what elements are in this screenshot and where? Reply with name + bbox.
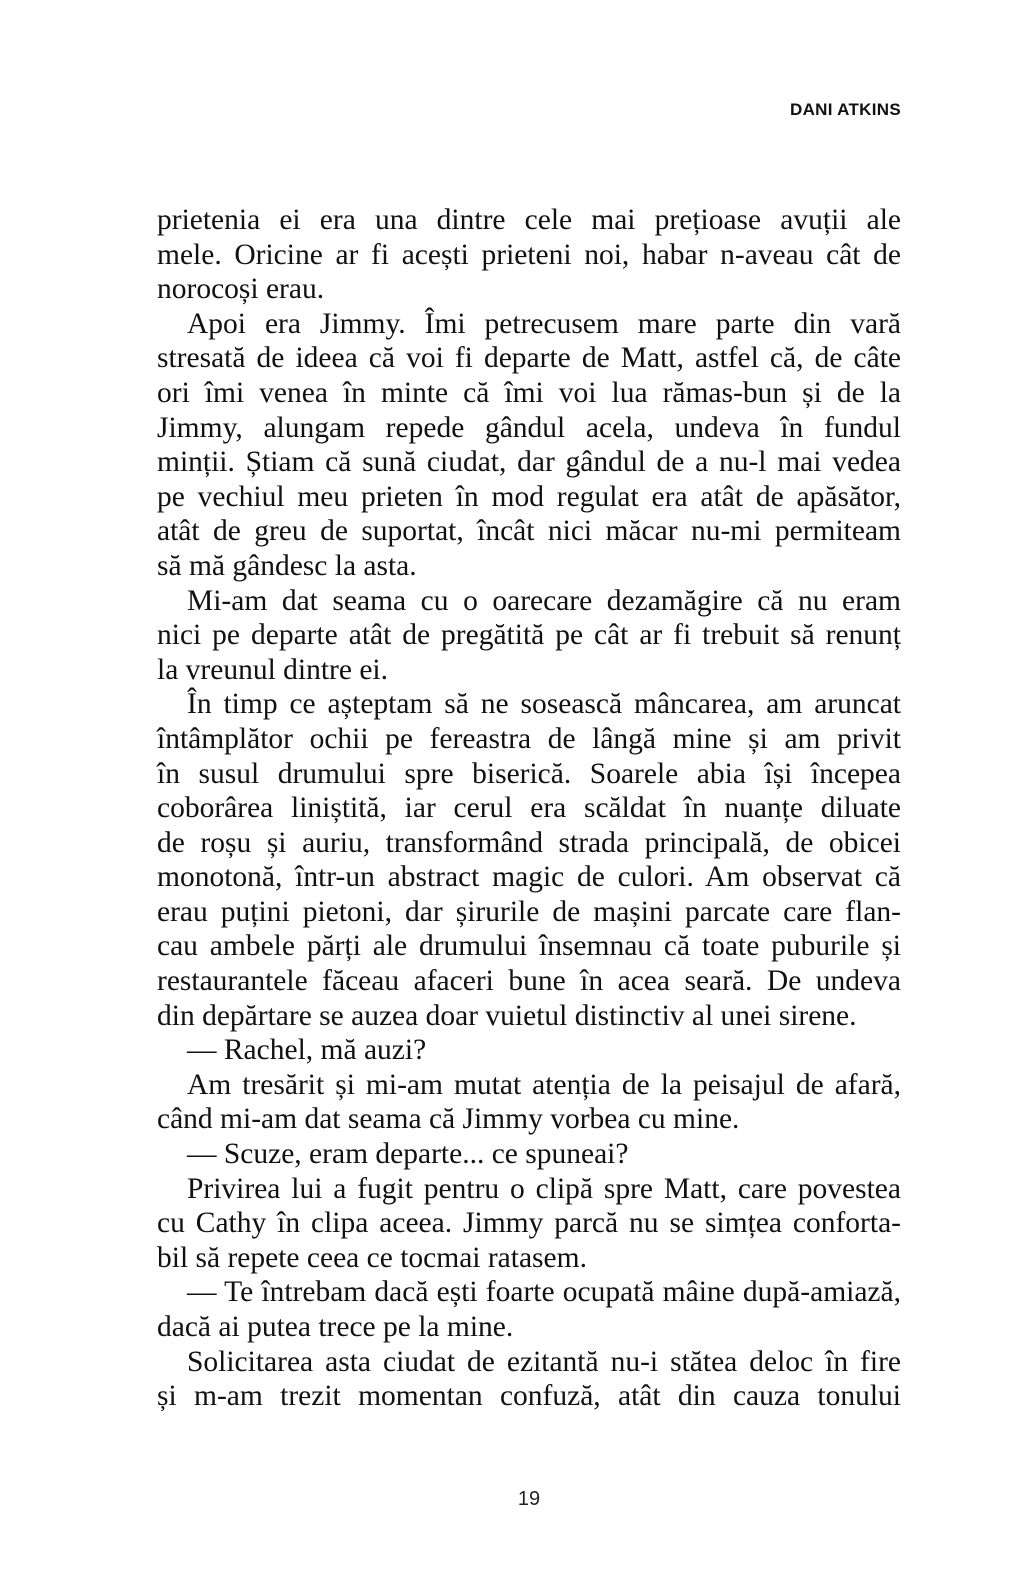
text-line: minții. Știam că sună ciudat, dar gândul de a nu-l mai vedea xyxy=(157,446,901,479)
text-line: — Rachel, mă auzi? xyxy=(187,1034,427,1067)
text-line: prietenia ei era una dintre cele mai prețioase avuții ale xyxy=(157,204,901,236)
text-line: cau ambele părți ale drumului însemnau că toate puburile și xyxy=(157,930,901,963)
text-line: În timp ce așteptam să ne sosească mâncarea, am aruncat xyxy=(187,688,901,721)
paragraph xyxy=(157,1137,901,1172)
text-line: Jimmy, alungam repede gândul acela, undeva în fundul xyxy=(157,411,901,444)
text-line: Apoi era Jimmy. Îmi petrecusem mare parte din vară xyxy=(187,307,901,340)
text-line: bil să repete ceea ce tocmai ratasem. xyxy=(157,1241,587,1274)
text-line: Solicitarea asta ciudat de ezitantă nu-i stătea deloc în fire xyxy=(187,1345,901,1378)
text-line: Mi-am dat seama cu o oarecare dezamăgire că nu eram xyxy=(187,584,901,617)
text-line: norocoși erau. xyxy=(157,273,325,306)
text-line: cu Cathy în clipa aceea. Jimmy parcă nu se simțea conforta- xyxy=(157,1207,901,1240)
paragraph xyxy=(157,1345,901,1414)
text-line: erau puțini pietoni, dar șirurile de mașini parcate care flan- xyxy=(157,895,901,928)
running-header-author: DANI ATKINS xyxy=(790,100,901,119)
text-line: întâmplător ochii pe fereastra de lângă mine și am privit xyxy=(157,722,901,755)
paragraph xyxy=(157,1275,901,1344)
paragraph xyxy=(157,1068,901,1137)
text-line: coborârea liniștită, iar cerul era scăldat în nuanțe diluate xyxy=(157,792,901,825)
text-line: când mi-am dat seama că Jimmy vorbea cu mine. xyxy=(157,1103,740,1136)
text-line: Privirea lui a fugit pentru o clipă spre Matt, care povestea xyxy=(187,1172,901,1205)
page-number: 19 xyxy=(517,1488,541,1510)
paragraph xyxy=(157,307,901,584)
text-line: — Scuze, eram departe... ce spuneai? xyxy=(187,1138,629,1171)
text-line: de roșu și auriu, transformând strada principală, de obicei xyxy=(157,826,901,859)
text-line: nici pe departe atât de pregătită pe cât ar fi trebuit să renunț xyxy=(157,619,901,652)
text-line: stresată de ideea că voi fi departe de Matt, astfel că, de câte xyxy=(157,342,901,375)
text-line: din depărtare se auzea doar vuietul distinctiv al unei sirene. xyxy=(157,999,857,1032)
text-line: restaurantele făceau afaceri bune în acea seară. De undeva xyxy=(157,965,901,998)
paragraph xyxy=(157,687,901,1033)
paragraph xyxy=(157,1172,901,1276)
body-text xyxy=(157,203,901,1414)
text-line: pe vechiul meu prieten în mod regulat era atât de apăsător, xyxy=(157,480,901,513)
text-line: dacă ai putea trece pe la mine. xyxy=(157,1311,514,1343)
text-line: în susul drumului spre biserică. Soarele abia își începea xyxy=(157,757,901,790)
text-line: mele. Oricine ar fi acești prieteni noi, habar n-aveau cât de xyxy=(157,238,901,271)
text-line: monotonă, într-un abstract magic de culori. Am observat că xyxy=(157,861,901,894)
text-line: — Te întrebam dacă ești foarte ocupată mâine după-amiază, xyxy=(187,1276,901,1309)
text-line: atât de greu de suportat, încât nici măcar nu-mi permiteam xyxy=(157,515,901,548)
paragraph xyxy=(157,1033,901,1068)
text-line: la vreunul dintre ei. xyxy=(157,653,389,686)
text-line: Am tresărit și mi-am mutat atenția de la peisajul de afară, xyxy=(187,1068,901,1101)
paragraph xyxy=(157,203,901,307)
text-line: ori îmi venea în minte că îmi voi lua rămas-bun și de la xyxy=(157,376,901,409)
text-line: să mă gândesc la asta. xyxy=(157,549,417,582)
text-line: și m-am trezit momentan confuză, atât din cauza tonului xyxy=(157,1380,901,1413)
paragraph xyxy=(157,584,901,688)
